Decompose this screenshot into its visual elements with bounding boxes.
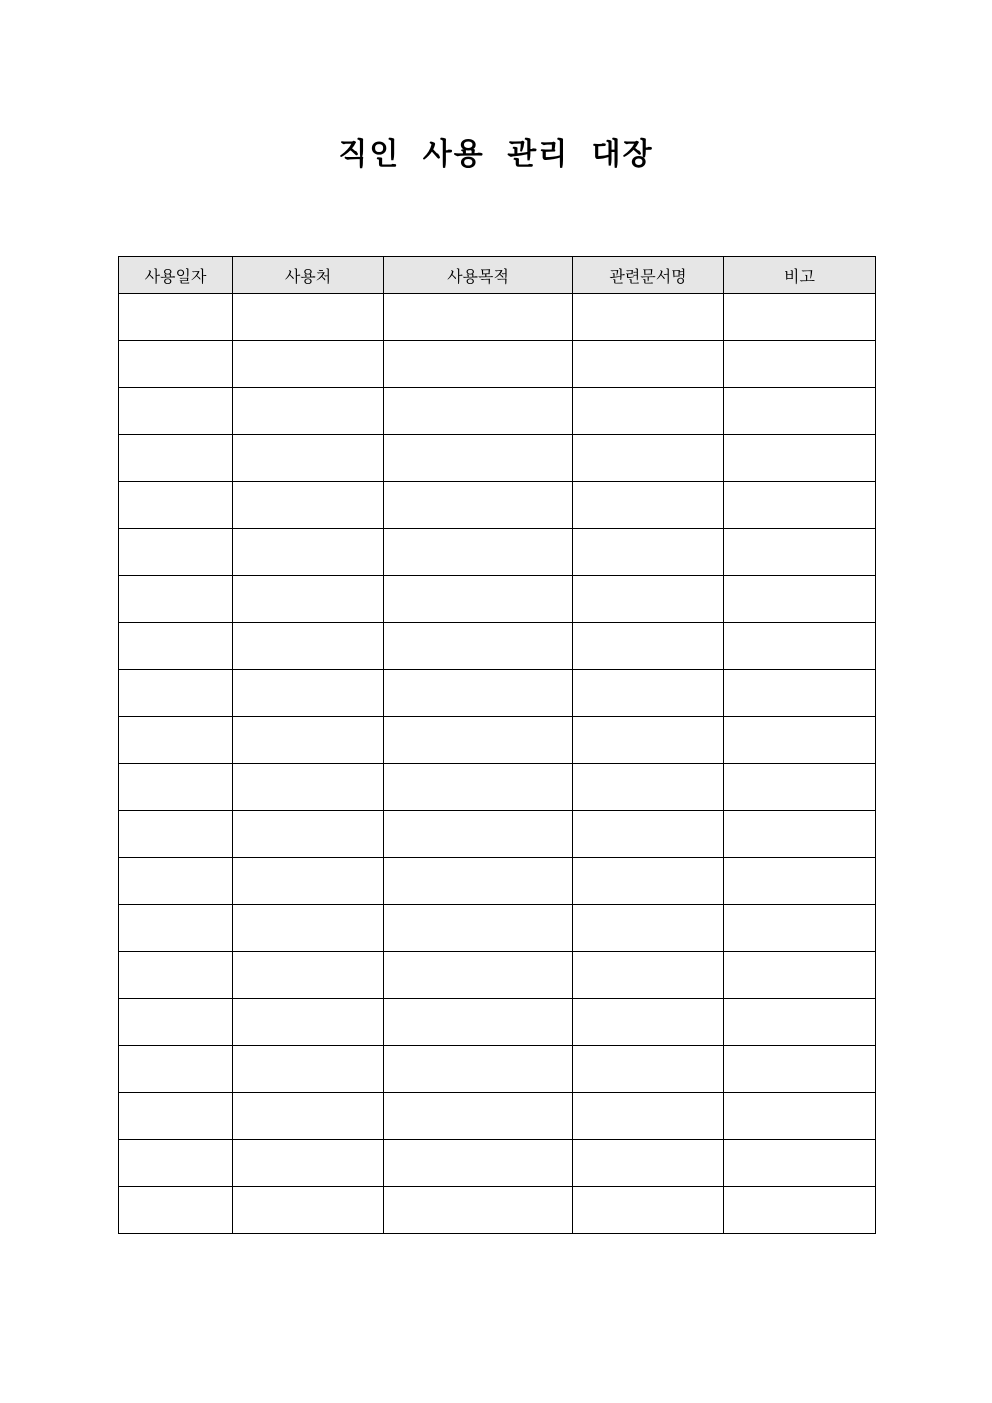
remarks-cell[interactable] [724, 435, 876, 482]
usage-place-cell[interactable] [233, 1187, 384, 1234]
usage-date-cell[interactable] [119, 717, 233, 764]
related-document-cell[interactable] [573, 999, 724, 1046]
usage-date-cell[interactable] [119, 341, 233, 388]
table-row [119, 905, 876, 952]
related-document-cell[interactable] [573, 764, 724, 811]
usage-purpose-cell[interactable] [384, 1140, 573, 1187]
usage-purpose-cell[interactable] [384, 482, 573, 529]
usage-purpose-cell[interactable] [384, 529, 573, 576]
related-document-cell[interactable] [573, 1093, 724, 1140]
table-row [119, 482, 876, 529]
usage-place-cell[interactable] [233, 341, 384, 388]
table-row [119, 999, 876, 1046]
related-document-cell[interactable] [573, 1046, 724, 1093]
remarks-cell[interactable] [724, 623, 876, 670]
related-document-cell[interactable] [573, 435, 724, 482]
remarks-cell[interactable] [724, 482, 876, 529]
column-header-usage-date: 사용일자 [119, 257, 233, 294]
usage-purpose-cell[interactable] [384, 294, 573, 341]
usage-place-cell[interactable] [233, 1046, 384, 1093]
column-header-remarks: 비고 [724, 257, 876, 294]
related-document-cell[interactable] [573, 341, 724, 388]
remarks-cell[interactable] [724, 905, 876, 952]
usage-date-cell[interactable] [119, 623, 233, 670]
related-document-cell[interactable] [573, 529, 724, 576]
usage-place-cell[interactable] [233, 952, 384, 999]
related-document-cell[interactable] [573, 294, 724, 341]
usage-date-cell[interactable] [119, 435, 233, 482]
remarks-cell[interactable] [724, 952, 876, 999]
column-header-usage-purpose: 사용목적 [384, 257, 573, 294]
usage-place-cell[interactable] [233, 623, 384, 670]
usage-place-cell[interactable] [233, 858, 384, 905]
table-row [119, 1140, 876, 1187]
usage-place-cell[interactable] [233, 670, 384, 717]
table-row [119, 529, 876, 576]
remarks-cell[interactable] [724, 1140, 876, 1187]
related-document-cell[interactable] [573, 482, 724, 529]
usage-place-cell[interactable] [233, 482, 384, 529]
usage-purpose-cell[interactable] [384, 764, 573, 811]
usage-date-cell[interactable] [119, 388, 233, 435]
page-title: 직인 사용 관리 대장 [338, 137, 654, 172]
usage-date-cell[interactable] [119, 1187, 233, 1234]
usage-place-cell[interactable] [233, 576, 384, 623]
usage-purpose-cell[interactable] [384, 1046, 573, 1093]
seal-usage-table [118, 256, 876, 1234]
remarks-cell[interactable] [724, 388, 876, 435]
usage-place-cell[interactable] [233, 717, 384, 764]
usage-place-cell[interactable] [233, 435, 384, 482]
usage-purpose-cell[interactable] [384, 435, 573, 482]
usage-purpose-cell[interactable] [384, 388, 573, 435]
usage-date-cell[interactable] [119, 482, 233, 529]
usage-purpose-cell[interactable] [384, 999, 573, 1046]
usage-date-cell[interactable] [119, 811, 233, 858]
usage-purpose-cell[interactable] [384, 905, 573, 952]
remarks-cell[interactable] [724, 294, 876, 341]
usage-place-cell[interactable] [233, 811, 384, 858]
table-row [119, 952, 876, 999]
related-document-cell[interactable] [573, 717, 724, 764]
table-row [119, 1093, 876, 1140]
remarks-cell[interactable] [724, 999, 876, 1046]
remarks-cell[interactable] [724, 576, 876, 623]
usage-purpose-cell[interactable] [384, 1093, 573, 1140]
table-row [119, 717, 876, 764]
usage-purpose-cell[interactable] [384, 952, 573, 999]
usage-date-cell[interactable] [119, 670, 233, 717]
remarks-cell[interactable] [724, 529, 876, 576]
usage-place-cell[interactable] [233, 294, 384, 341]
table-body [119, 294, 876, 1234]
usage-date-cell[interactable] [119, 576, 233, 623]
table-row [119, 576, 876, 623]
table-row [119, 623, 876, 670]
related-document-cell[interactable] [573, 623, 724, 670]
remarks-cell[interactable] [724, 1046, 876, 1093]
usage-place-cell[interactable] [233, 905, 384, 952]
usage-date-cell[interactable] [119, 1046, 233, 1093]
related-document-cell[interactable] [573, 952, 724, 999]
remarks-cell[interactable] [724, 670, 876, 717]
remarks-cell[interactable] [724, 341, 876, 388]
related-document-cell[interactable] [573, 670, 724, 717]
related-document-cell[interactable] [573, 1140, 724, 1187]
table-row [119, 341, 876, 388]
related-document-cell[interactable] [573, 388, 724, 435]
table-row [119, 435, 876, 482]
table-row [119, 1046, 876, 1093]
usage-purpose-cell[interactable] [384, 576, 573, 623]
usage-purpose-cell[interactable] [384, 858, 573, 905]
usage-date-cell[interactable] [119, 905, 233, 952]
usage-place-cell[interactable] [233, 529, 384, 576]
table-row [119, 858, 876, 905]
usage-date-cell[interactable] [119, 764, 233, 811]
usage-place-cell[interactable] [233, 764, 384, 811]
table-header-row [119, 257, 876, 294]
column-header-related-document: 관련문서명 [573, 257, 724, 294]
table-row [119, 1187, 876, 1234]
usage-purpose-cell[interactable] [384, 670, 573, 717]
usage-date-cell[interactable] [119, 858, 233, 905]
usage-purpose-cell[interactable] [384, 623, 573, 670]
usage-date-cell[interactable] [119, 294, 233, 341]
usage-purpose-cell[interactable] [384, 811, 573, 858]
remarks-cell[interactable] [724, 1187, 876, 1234]
remarks-cell[interactable] [724, 858, 876, 905]
usage-purpose-cell[interactable] [384, 1187, 573, 1234]
usage-date-cell[interactable] [119, 952, 233, 999]
usage-place-cell[interactable] [233, 1093, 384, 1140]
remarks-cell[interactable] [724, 764, 876, 811]
table-row [119, 294, 876, 341]
remarks-cell[interactable] [724, 811, 876, 858]
usage-place-cell[interactable] [233, 999, 384, 1046]
table-row [119, 811, 876, 858]
usage-place-cell[interactable] [233, 388, 384, 435]
usage-place-cell[interactable] [233, 1140, 384, 1187]
table-row [119, 670, 876, 717]
usage-date-cell[interactable] [119, 529, 233, 576]
related-document-cell[interactable] [573, 1187, 724, 1234]
usage-date-cell[interactable] [119, 999, 233, 1046]
related-document-cell[interactable] [573, 576, 724, 623]
column-header-usage-place: 사용처 [233, 257, 384, 294]
table-row [119, 764, 876, 811]
usage-purpose-cell[interactable] [384, 717, 573, 764]
usage-date-cell[interactable] [119, 1140, 233, 1187]
usage-purpose-cell[interactable] [384, 341, 573, 388]
remarks-cell[interactable] [724, 717, 876, 764]
related-document-cell[interactable] [573, 905, 724, 952]
table-row [119, 388, 876, 435]
remarks-cell[interactable] [724, 1093, 876, 1140]
related-document-cell[interactable] [573, 811, 724, 858]
usage-date-cell[interactable] [119, 1093, 233, 1140]
related-document-cell[interactable] [573, 858, 724, 905]
